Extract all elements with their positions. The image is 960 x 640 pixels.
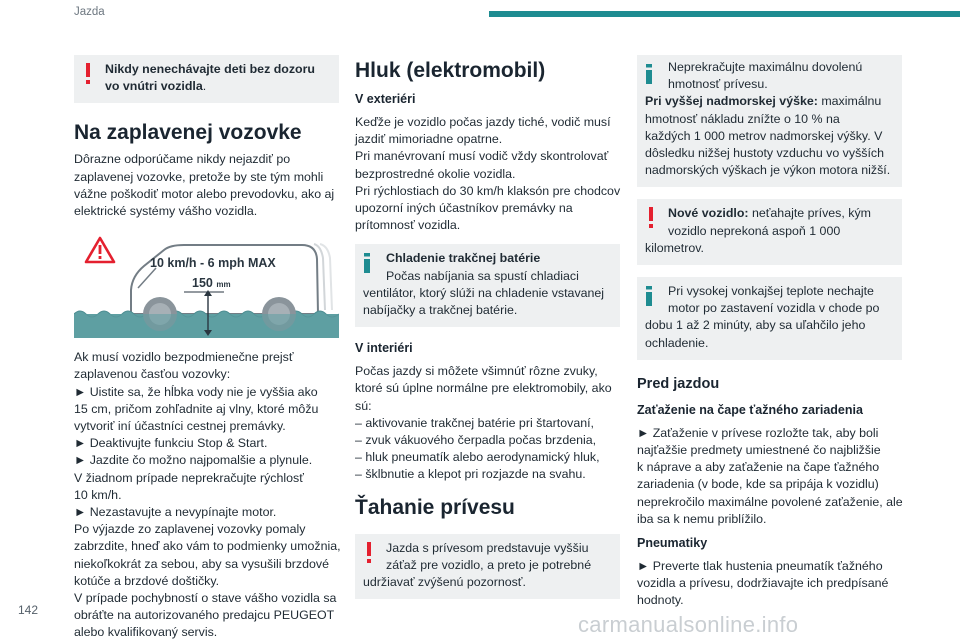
flooded-road-illustration: [74, 232, 339, 338]
note-line: Pri vysokej vonkajšej teplote nechajte: [668, 284, 874, 299]
text-line: Pri rýchlostiach do 30 km/h klaksón pre chodcov: [355, 183, 621, 198]
text-line: sú:: [355, 398, 372, 413]
info-note-battery-cooling: [355, 244, 620, 327]
note-line: dobu 1 až 2 minúty, aby sa uľahčilo jeho: [645, 318, 866, 333]
text-line: ► Nezastavujte a nevypínajte motor.: [74, 505, 277, 520]
text-line: zariadenia (v bode, kde sa pripája k vozidlu): [637, 477, 879, 492]
note-line: ochladenie.: [645, 335, 709, 350]
text-line: bezprostredné okolie vozidla.: [355, 166, 516, 181]
text-line: ► Zaťaženie v prívese rozložte tak, aby boli: [637, 425, 879, 440]
flooded-intro: [74, 151, 339, 220]
text-line: prítomnosť vozidla.: [355, 218, 461, 233]
water-depth-label: [192, 276, 231, 290]
text-line: alebo kvalifikovaný servis.: [74, 625, 218, 640]
warning-icon: [83, 63, 93, 85]
flooded-road-heading: Na zaplavenej vozovke: [74, 121, 302, 145]
note-line: dôsledku nižšej hustoty vzduchu vo vyšších: [645, 146, 884, 161]
page-number: 142: [18, 603, 39, 617]
note-line: ventilátor, ktorý slúži na chladenie vstavanej: [363, 285, 605, 300]
depth-unit: mm: [216, 280, 231, 290]
info-icon: [364, 253, 370, 273]
text-line: vážne poškodiť motor alebo prevodovku, ako aj: [74, 186, 335, 201]
text-line: ► Preverte tlak hustenia pneumatík ťažného: [637, 559, 883, 574]
note-line: Nikdy nenechávajte deti bez dozoru: [105, 62, 315, 76]
note-line: hmotnosť nákladu znížte o 10 % na: [645, 111, 840, 126]
warning-note-children: [74, 55, 339, 103]
text-line: Po výjazde zo zaplavenej vozovky pomaly: [74, 522, 306, 537]
column-middle: [355, 55, 620, 599]
text-line: elektrické systémy vášho vozidla.: [74, 204, 258, 219]
column-right: [637, 55, 902, 610]
towing-heading: Ťahanie prívesu: [355, 495, 515, 519]
text-line: Počas jazdy si môžete všimnúť rôzne zvuky,: [355, 364, 598, 379]
warning-triangle-icon: [86, 238, 114, 262]
note-line: vo vnútri vozidla: [105, 79, 203, 94]
text-line: ► Uistite sa, že hĺbka vody nie je vyššia ako: [74, 384, 318, 399]
warning-icon: [646, 207, 656, 229]
exterior-text: [355, 114, 620, 234]
text-line: zaplavenou časťou vozovky:: [74, 367, 231, 382]
text-line: ktoré sú úplne normálne pre elektromobily, ako: [355, 381, 612, 396]
note-line: maximálnu: [817, 94, 882, 109]
note-line: Neprekračujte maximálnu dovolenú: [668, 60, 863, 74]
info-icon: [646, 286, 652, 306]
note-line: Jazda s prívesom predstavuje vyššiu: [386, 540, 589, 555]
before-driving-heading: Pred jazdou: [637, 375, 720, 392]
text-line: vozidla a prívesu, dodržiavajte ich predpísané: [637, 576, 889, 591]
note-line: motor po zastavení vozidla v chode po: [668, 301, 880, 316]
text-line: Keďže je vozidlo počas jazdy tiché, vodič musí: [355, 115, 611, 129]
text-line: kotúče a brzdové doštičky.: [74, 573, 220, 588]
text-line: V žiadnom prípade neprekračujte rýchlosť: [74, 470, 304, 485]
header-accent-bar: [489, 11, 960, 17]
text-line: ► Deaktivujte funkciu Stop & Start.: [74, 436, 268, 451]
info-note-hot-weather: [637, 277, 902, 360]
new-vehicle-label: Nové vozidlo:: [668, 206, 749, 221]
exterior-heading: V exteriéri: [355, 92, 416, 106]
text-line: Dôrazne odporúčame nikdy nejazdiť po: [74, 152, 291, 167]
text-line: Ak musí vozidlo bezpodmienečne prejsť: [74, 350, 294, 365]
note-line: udržiavať zvýšenú pozornosť.: [363, 575, 526, 590]
watermark: carmanualsonline.info: [578, 612, 799, 637]
note-title: Chladenie trakčnej batérie: [386, 251, 541, 266]
text-line: zabrzdite, hneď ako vám to podmienky umožnia,: [74, 539, 341, 554]
note-line: neťahajte príves, kým: [748, 206, 871, 221]
text-line: V prípade pochybností o stave vášho vozidla sa: [74, 591, 337, 606]
text-line: hodnoty.: [637, 593, 684, 608]
text-line: neprekročilo maximálne povolené zaťaženie, ale: [637, 494, 903, 509]
note-line: hmotnosť prívesu.: [668, 77, 768, 92]
text-line: upozorní iných účastníkov premávky na: [355, 201, 573, 216]
text-line: Pri manévrovaní musí vodič vždy skontrolovať: [355, 149, 609, 164]
list-item: – šklbnutie a klepot pri rozjazde na svahu.: [355, 467, 586, 482]
noise-heading: Hluk (elektromobil): [355, 59, 546, 82]
note-line: nadmorských výškach je výkon motora nižší.: [645, 163, 891, 178]
flooded-steps: [74, 349, 339, 640]
hitch-load-text: [637, 425, 902, 528]
interior-text: [355, 363, 620, 483]
list-item: – hluk pneumatík alebo aerodynamický hluk,: [355, 450, 600, 465]
tyres-text: [637, 558, 902, 610]
note-period: .: [202, 79, 207, 94]
text-line: najťažšie predmety umiestnené čo najbližšie: [637, 443, 881, 458]
text-line: vytvoriť iní účastníci cestnej premávky.: [74, 419, 286, 434]
depth-value: 150: [192, 276, 213, 291]
max-speed-label: 10 km/h - 6 mph MAX: [150, 256, 276, 271]
note-line: kilometrov.: [645, 240, 704, 255]
text-line: k náprave a aby zaťaženie na čape ťažného: [637, 460, 880, 475]
column-left: [74, 55, 339, 640]
text-line: zaplavenej vozovke, pretože by ste tým mohli: [74, 169, 324, 184]
note-line: každých 1 000 metrov nadmorskej výšky. V: [645, 128, 883, 143]
altitude-label: Pri vyššej nadmorskej výške:: [645, 94, 818, 109]
text-line: 10 km/h.: [74, 487, 122, 502]
interior-heading: V interiéri: [355, 341, 413, 356]
text-line: iba sa k nemu priblížilo.: [637, 511, 767, 526]
note-line: záťaž pre vozidlo, a preto je potrebné: [386, 557, 592, 572]
hitch-load-heading: Zaťaženie na čape ťažného zariadenia: [637, 402, 863, 417]
note-line: nabíjačky a trakčnej batérie.: [363, 303, 518, 318]
text-line: obráťte na autorizovaného predajcu PEUGEOT: [74, 608, 335, 623]
text-line: ► Jazdite čo možno najpomalšie a plynule.: [74, 453, 313, 468]
info-icon: [646, 64, 652, 84]
list-item: – zvuk vákuového čerpadla počas brzdenia,: [355, 433, 597, 448]
text-line: jazdiť mimoriadne opatrne.: [355, 132, 503, 147]
text-line: 15 cm, pričom zohľadnite aj vlny, ktoré môžu: [74, 401, 319, 416]
tyres-heading: Pneumatiky: [637, 536, 708, 551]
note-line: Počas nabíjania sa spustí chladiaci: [386, 268, 579, 283]
info-note-trailer-weight: [637, 55, 902, 187]
text-line: niekoľkokrát za sebou, aby sa vysušili brzdové: [74, 556, 329, 571]
warning-note-towing: [355, 534, 620, 600]
warning-note-new-vehicle: [637, 199, 902, 265]
note-line: vozidlo neprekoná aspoň 1 000: [668, 223, 841, 238]
section-title: Jazda: [74, 6, 105, 18]
list-item: – aktivovanie trakčnej batérie pri štartovaní,: [355, 415, 594, 430]
warning-icon: [364, 542, 374, 564]
